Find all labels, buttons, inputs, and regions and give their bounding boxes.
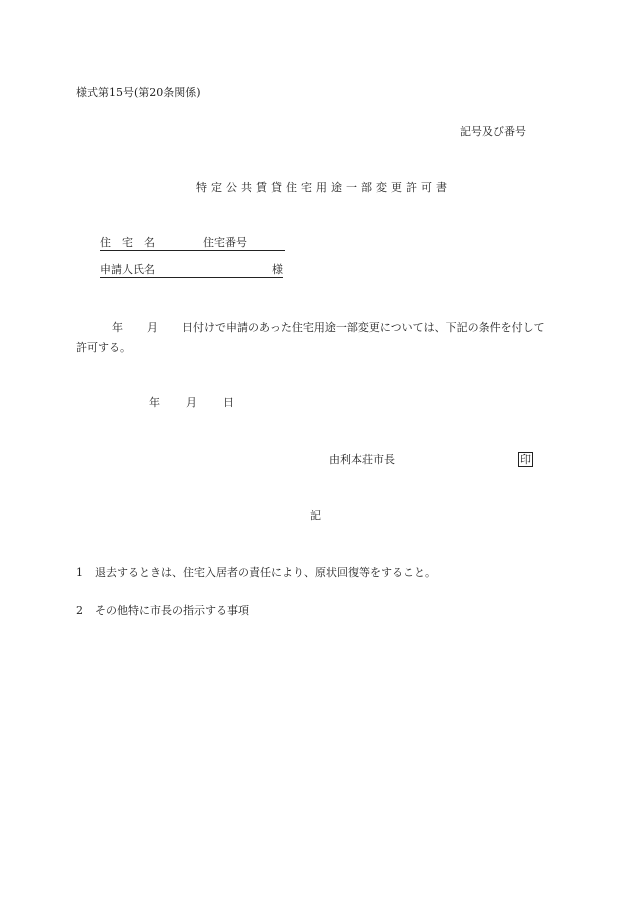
document-number-label: 記号及び番号 [460,125,526,138]
issue-month: 月 [186,396,197,409]
applicant-field [100,263,283,278]
form-label: 様式第15号(第20条関係) [76,86,201,99]
issuer-name: 由利本荘市長 [329,453,395,466]
condition-text: その他特に市長の指示する事項 [95,604,249,617]
condition-number: 1 [76,566,83,579]
issue-date [149,396,234,410]
body-month: 月 [147,321,158,334]
body-year: 年 [112,321,123,334]
house-name-row [100,236,285,250]
house-name-field [100,236,285,251]
document-title: 特定公共賃貸住宅用途一部変更許可書 [196,181,451,194]
issue-year: 年 [149,396,160,409]
house-name-label: 住 宅 名 [100,236,155,249]
house-number-label: 住宅番号 [203,236,247,249]
applicant-row [100,263,283,277]
seal-text: 印 [520,453,531,466]
condition-item [76,604,249,618]
condition-item [76,566,436,580]
condition-text: 退去するときは、住宅入居者の責任により、原状回復等をすること。 [95,566,436,579]
condition-number: 2 [76,604,83,617]
body-paragraph [76,318,554,358]
applicant-label: 申請人氏名 [100,263,155,276]
honorific: 様 [272,263,283,276]
ki-heading: 記 [310,509,321,522]
seal-mark [518,452,533,467]
body-text: 日付けで申請のあった住宅用途一部変更については、下記の条件を付して許可する。 [76,321,545,354]
issue-day: 日 [223,396,234,409]
